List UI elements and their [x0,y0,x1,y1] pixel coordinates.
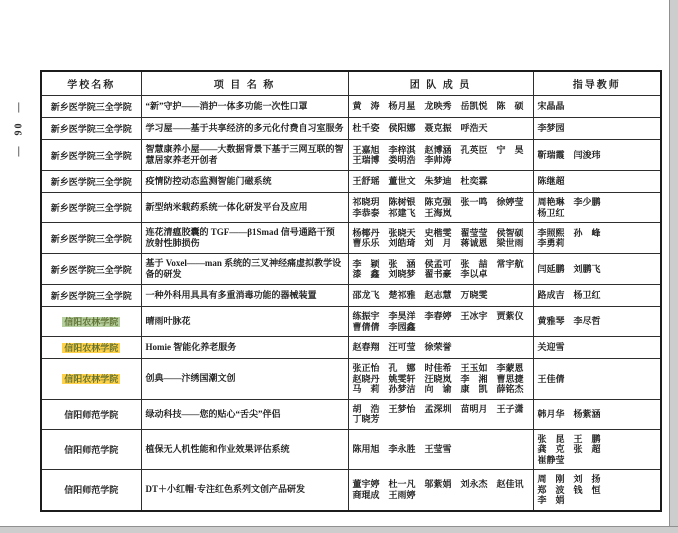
project-name: DT＋小红帽·专注红色系列文创产品研发 [145,484,306,495]
table-row [41,337,661,359]
project-cell [141,223,348,254]
advisors-cell [533,171,661,193]
table-row [41,254,661,285]
project-cell [141,285,348,307]
advisors-line: 郑 波 钱 恒 [537,484,601,495]
members-cell [348,140,533,171]
project-cell [141,254,348,285]
project-cell [141,337,348,359]
advisors-cell [533,140,661,171]
project-name: 植保无人机性能和作业效果评估系统 [145,443,290,454]
advisors-line: 关迎雪 [537,342,565,353]
project-name: 创典——汴绣国潮文创 [145,373,236,384]
school-cell [41,171,141,193]
advisors-cell [533,470,661,511]
project-name: 绿动科技——您的贴心“舌尖”伴侣 [145,408,281,419]
advisors-line: 李勇莉 [537,238,565,248]
scan-edge-bottom [0,526,678,533]
members-line: 马 莉 孙梦洁 向 谕 康 凯 薛铭杰 [352,384,524,394]
table-row [41,285,661,307]
col-header-school: 学校名称 [41,71,141,96]
project-cell [141,171,348,193]
page-number: — 90 — [13,100,25,157]
school-name: 新乡医学院三全学院 [50,291,132,301]
school-name: 新乡医学院三全学院 [50,233,132,244]
school-cell [41,193,141,223]
advisors-line: 李 娟 [537,495,565,505]
school-cell [41,118,141,140]
table-row [41,429,661,470]
school-name: 新乡医学院三全学院 [50,124,132,134]
members-line: 张正怡 孔 娜 时佳希 王玉如 李蒙恩 [352,363,524,373]
school-name: 信阳师范学院 [64,444,119,455]
table-row [41,140,661,171]
members-line: 丁晓芳 [352,414,380,424]
members-line: 李 颖 张 涵 侯孟可 张 喆 常宇航 [352,258,524,269]
advisors-cell [533,223,661,254]
advisors-cell [533,285,661,307]
members-line: 赵晓丹 姚雯轩 汪晓岚 李 湘 曹思捷 [352,373,524,384]
school-cell [41,223,141,254]
advisors-line: 杨卫红 [537,207,565,218]
advisors-line: 周 刚 刘 扬 [537,474,601,484]
table-row [41,470,661,511]
members-cell [348,254,533,285]
members-cell [348,96,533,118]
members-line: 练振宇 李昊洋 李春婷 王冰宇 贾紫仪 [352,311,524,321]
table-row [41,307,661,337]
project-cell [141,359,348,400]
advisors-line: 靳瑞霞 闫浚玮 [537,149,601,160]
members-line: 曹乐乐 刘皓琦 刘 月 蒋诚恩 梁世雨 [352,238,524,248]
table-row [41,223,661,254]
members-cell [348,223,533,254]
table-row [41,96,661,118]
school-name: 新乡医学院三全学院 [50,150,132,161]
advisors-line: 路成吉 杨卫红 [537,290,601,301]
school-cell [41,429,141,470]
advisors-line: 周艳琳 李少鹏 [537,197,601,207]
advisors-line: 陈继超 [537,176,565,187]
advisors-line: 崔静莹 [537,454,565,465]
advisors-cell [533,254,661,285]
table-row [41,171,661,193]
school-cell [41,337,141,359]
table-row [41,118,661,140]
scan-edge-right [669,0,678,533]
advisors-cell [533,96,661,118]
advisors-line: 李照熙 孙 峰 [537,227,601,238]
table-row [41,399,661,429]
project-name: 智慧康养小屋——大数据背景下基于三网互联的智慧居家养老开创者 [145,144,344,165]
table-body [41,96,661,511]
advisors-cell [533,118,661,140]
members-line: 祁晓玥 陈树银 陈克强 张一鸣 徐婷莹 [352,197,524,207]
project-cell [141,96,348,118]
advisors-cell [533,399,661,429]
school-cell [41,399,141,429]
advisors-line: 宋晶晶 [537,101,565,112]
school-cell [41,307,141,337]
members-cell [348,307,533,337]
members-line: 董宇婷 杜一凡 邬紫娟 刘永杰 赵佳讯 [352,479,524,490]
members-cell [348,285,533,307]
project-name: 学习屋——基于共享经济的多元化付费自习室服务 [145,123,344,133]
school-name: 信阳农林学院 [64,374,119,385]
members-cell [348,429,533,470]
school-name: 信阳农林学院 [64,317,119,327]
advisors-cell [533,359,661,400]
school-name: 信阳农林学院 [64,343,119,353]
members-line: 曹倩倩 李园鑫 [352,321,416,332]
members-line: 陈用旭 李永胜 王莹雪 [352,444,452,454]
table-row [41,193,661,223]
project-name: 新型纳米载药系统一体化研发平台及应用 [145,202,308,212]
advisors-cell [533,193,661,223]
project-cell [141,399,348,429]
project-cell [141,140,348,171]
project-cell [141,193,348,223]
members-line: 黄 涛 杨月星 龙映秀 岳凯悦 陈 硕 [352,101,524,112]
advisors-line: 黄雅琴 李尽哲 [537,316,601,327]
col-header-project: 项 目 名 称 [141,71,348,96]
school-cell [41,470,141,511]
project-name: 连花清瘟胶囊的 TGF——β1Smad 信号通路干预放射性肺损伤 [145,227,335,248]
school-cell [41,254,141,285]
school-name: 新乡医学院三全学院 [50,203,132,213]
project-cell [141,118,348,140]
members-line: 赵春翔 汪可莹 徐荣誉 [352,342,452,353]
school-cell [41,285,141,307]
members-cell [348,470,533,511]
school-name: 信阳师范学院 [64,485,119,496]
school-name: 新乡医学院三全学院 [50,264,132,275]
project-name: 一种外科用具具有多重消毒功能的器械装置 [145,290,317,300]
advisors-cell [533,429,661,470]
advisors-line: 王佳倩 [537,373,565,384]
col-header-advisors: 指导教师 [533,71,661,96]
project-cell [141,307,348,337]
members-cell [348,359,533,400]
advisors-cell [533,337,661,359]
members-cell [348,337,533,359]
school-cell [41,140,141,171]
members-line: 商琨成 王雨婷 [352,489,416,500]
project-cell [141,470,348,511]
members-line: 王舒瑶 董世文 朱梦迪 杜奕霖 [352,176,488,187]
school-name: 新乡医学院三全学院 [50,177,132,187]
school-cell [41,359,141,400]
members-line: 王嘉旭 李梓淇 赵博涵 孔英臣 宁 昊 [352,144,524,155]
members-line: 杨椰丹 张晓天 史楷雯 翟莹莹 侯智硕 [352,227,524,238]
project-name: 疫情防控动态监测智能门磁系统 [145,176,272,186]
project-name: 晴雨叶脉花 [145,316,191,326]
members-cell [348,399,533,429]
members-cell [348,171,533,193]
project-cell [141,429,348,470]
members-line: 王瑞博 娄明浩 李帅涛 [352,155,452,165]
advisors-line: 龚 克 张 超 [537,444,601,454]
members-line: 杜千姿 侯阳娜 聂克振 呼浩天 [352,123,488,134]
school-name: 信阳师范学院 [64,409,119,420]
project-name: 基于 Voxel——man 系统的三叉神经痛虚拟教学设备的研发 [145,258,342,279]
members-line: 胡 浩 王梦怡 孟深圳 苗明月 王子潇 [352,403,524,414]
advisors-line: 李梦园 [537,123,565,134]
col-header-members: 团 队 成 员 [348,71,533,96]
members-line: 李恭泰 祁建飞 王海岚 [352,207,452,218]
school-name: 新乡医学院三全学院 [50,102,132,112]
advisors-line: 韩月华 杨紫涵 [537,408,601,419]
members-cell [348,118,533,140]
advisors-cell [533,307,661,337]
school-cell [41,96,141,118]
advisors-line: 张 昆 王 鹏 [537,433,601,444]
advisors-line: 闫延鹏 刘鹏飞 [537,263,601,274]
project-name: Homie 智能化养老服务 [145,342,237,352]
table-header-row [41,71,661,96]
table-row [41,359,661,400]
projects-table [40,70,662,512]
members-cell [348,193,533,223]
project-name: “新”守护——消护一体多功能一次性口罩 [145,101,308,111]
members-line: 邵龙飞 楚祁雅 赵志慧 万晓雯 [352,290,488,301]
members-line: 漆 鑫 刘晓梦 翟书豪 李以卓 [352,269,488,279]
